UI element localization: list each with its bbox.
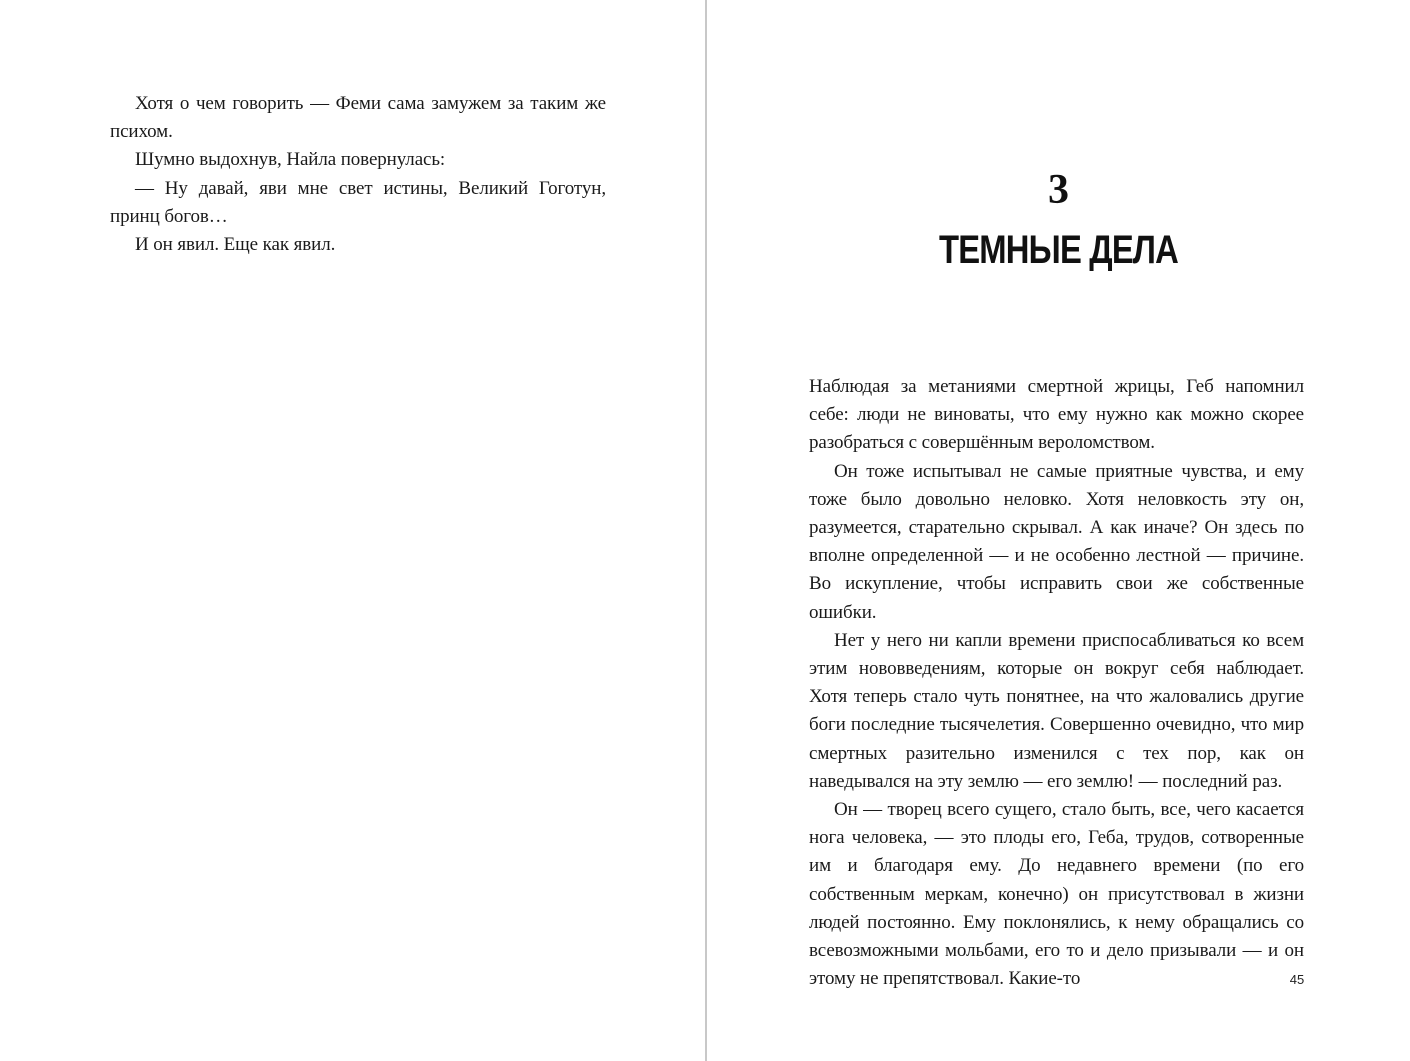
right-paragraph-3: Нет у него ни капли времени приспосабливаться ко всем этим нововведениям, которые он вокруг себя наблюдает. Хотя теперь стало чуть понятнее, на что жаловались другие боги последние тысячелетия. Совершенно очевидно, что мир смертных разительно изменился с тех пор, как он наведывался на эту землю — его землю! — последний раз.	[809, 629, 1304, 792]
left-paragraph-3: — Ну давай, яви мне свет истины, Великий Гоготун, принц богов…	[110, 177, 606, 227]
left-paragraph-4: И он явил. Еще как явил.	[135, 234, 336, 256]
right-paragraph-4: Он — творец всего сущего, стало быть, все, чего касается нога человека, — это плоды его, Геба, трудов, сотворенные им и благодаря ему. До недавнего времени (по его собственным меркам, конечно) он присутствовал в жизни людей постоянно. Ему поклонялись, к нему обращались со всевозможными мольбами, его то и дело призывали — и он этому не препятствовал. Какие-то	[809, 799, 1304, 990]
left-page-text	[110, 90, 606, 259]
right-page-text	[809, 373, 1304, 993]
chapter-number: 3	[1048, 167, 1069, 213]
left-paragraph-2: Шумно выдохнув, Найла повернулась:	[135, 149, 446, 171]
left-paragraph-1: Хотя о чем говорить — Феми сама замужем за таким же психом.	[110, 93, 606, 143]
page-number: 45	[1289, 972, 1305, 987]
right-paragraph-2: Он тоже испытывал не самые приятные чувства, и ему тоже было довольно неловко. Хотя неловкость эту он, разумеется, старательно скрывал. А как иначе? Он здесь по вполне определенной — и не особенно лестной — причине. Во искупление, чтобы исправить свои же собственные ошибки.	[809, 460, 1304, 623]
right-paragraph-1: Наблюдая за метаниями смертной жрицы, Геб напомнил себе: люди не виноваты, что ему нужно как можно скорее разобраться с совершённым вероломством.	[809, 376, 1304, 454]
chapter-title: ТЕМНЫЕ ДЕЛА	[939, 228, 1178, 272]
